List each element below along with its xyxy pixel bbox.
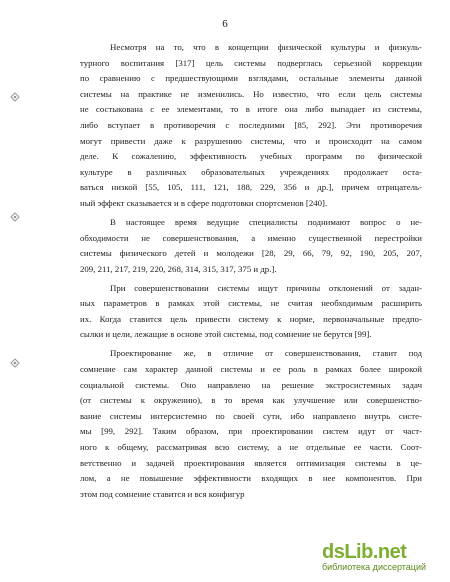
watermark-logo: dsLib.net (322, 541, 407, 563)
text-line: турного воспитания [317] цель системы подверглась серьезной коррекции (80, 57, 422, 68)
text-line: системы на практике не изменились. Но известно, что если цель системы (80, 88, 422, 99)
text-line: 209, 211, 217, 219, 220, 268, 314, 315, 317, 375 и др.]. (80, 263, 277, 274)
text-line: обходимости не совершенствования, а именно существенной перестройки (80, 232, 422, 243)
text-line: культуре в различных образовательных учреждениях продолжает оста- (80, 166, 422, 177)
dslib-watermark[interactable] (322, 540, 442, 574)
text-line: не состыкована с ее элементами, то в итоге она либо выпадает из системы, (80, 104, 422, 115)
text-line: социальной системы. Оно направлено на решение экстросистемных задач (80, 379, 422, 390)
text-line: сомнение сам характер данной системы и ее роль в рамках более широкой (80, 364, 422, 375)
text-line: мы [99, 292]. Таким образом, при проектировании систем идут от част- (80, 426, 422, 437)
text-line: ного к общему, рассматривая всю систему, а не отдельные ее части. Соот- (80, 442, 422, 453)
text-line: лом, а не повышение эффективности входящих в нее компонентов. При (80, 473, 422, 484)
text-line: ваться низкой [55, 105, 111, 121, 188, 229, 356 и др.], причем отрицатель- (80, 182, 422, 193)
text-line: вание системы интерсистемно по своей сути, ибо направлено внутрь систе- (80, 410, 422, 421)
punch-hole-mark-icon (10, 358, 20, 368)
text-line: Проектирование же, в отличие от совершенствования, ставит под (110, 348, 422, 359)
paragraph-3 (80, 281, 422, 343)
paragraph-2 (80, 215, 422, 277)
text-line: по сравнению с предшествующими взглядами, остальные элементы данной (80, 73, 422, 84)
text-line: их. Когда ставится цель привести систему к норме, первоначальные предпо- (80, 313, 422, 324)
punch-hole-mark-icon (10, 92, 20, 102)
text-line: Несмотря на то, что в концепции физической культуры и физкуль- (110, 42, 422, 52)
paragraph-1 (80, 40, 422, 212)
text-line: ветственно и задачей проектирования является оптимизация системы в це- (80, 457, 422, 468)
text-line: могут привести даже к разрушению системы, что и происходит на самом (80, 135, 422, 146)
text-line: (от системы к окружению), в то время как улучшение или совершенство- (80, 395, 422, 406)
text-line: системы физического детей и молодежи [28, 29, 66, 79, 92, 190, 205, 207, (80, 248, 422, 259)
text-line: В настоящее время ведущие специалисты поднимают вопрос о не- (110, 216, 422, 227)
page-number: 6 (222, 18, 228, 30)
text-line: ных параметров в рамках этой системы, не считая необходимым расширить (80, 298, 422, 309)
punch-hole-mark-icon (10, 212, 20, 222)
document-body (80, 40, 422, 506)
text-line: либо вступает в противоречия с последними [85, 292]. Эти противоречия (80, 119, 422, 130)
text-line: ный эффект сказывается и в сфере подготовки спортсменов [240]. (80, 197, 328, 208)
text-line: этом под сомнение ставится и вся конфигур (80, 488, 245, 499)
paragraph-4 (80, 346, 422, 502)
watermark-subtitle: библиотека диссертаций (322, 562, 427, 572)
text-line: сылки и цели, лежащие в основе этой системы, под сомнение не берутся [99]. (80, 329, 372, 340)
text-line: деле. К сожалению, эффективность учебных программ по физической (80, 151, 422, 162)
text-line: При совершенствовании системы ищут причины отклонений от задан- (110, 282, 422, 293)
